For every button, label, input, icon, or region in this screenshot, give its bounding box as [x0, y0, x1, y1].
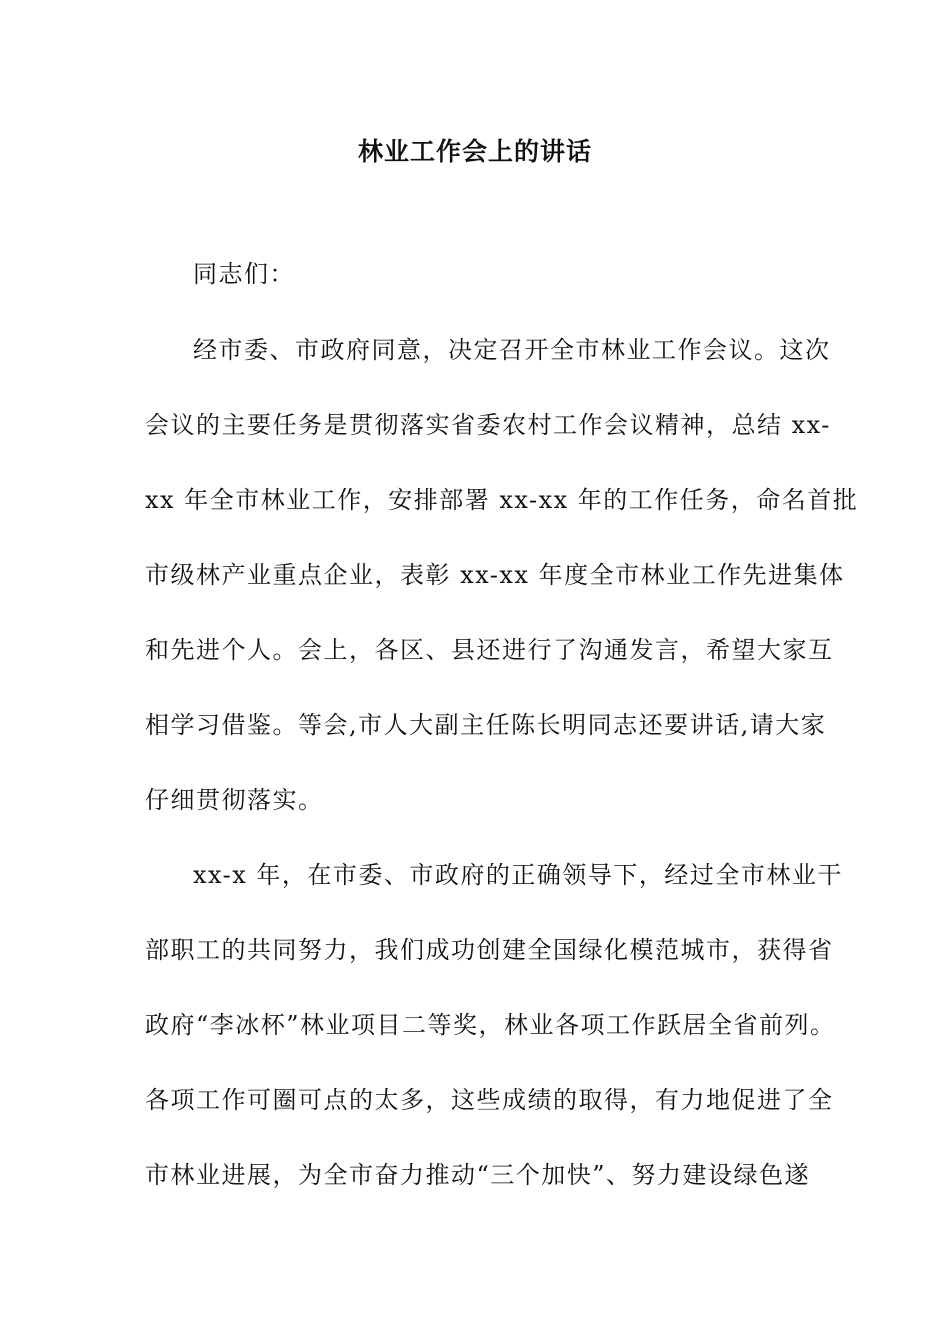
paragraph-line: 经市委、市政府同意，决定召开全市林业工作会议。这次 — [193, 336, 831, 364]
paragraph-line: 各项工作可圈可点的太多，这些成绩的取得，有力地促进了全 — [145, 1086, 834, 1114]
paragraph-line: 相学习借鉴。等会,市人大副主任陈长明同志还要讲话,请大家 — [145, 711, 827, 739]
paragraph-line: 会议的主要任务是贯彻落实省委农村工作会议精神，总结 xx- — [145, 411, 831, 439]
paragraph-line: 和先进个人。会上，各区、县还进行了沟通发言，希望大家互 — [145, 636, 834, 664]
paragraph-line: 仔细贯彻落实。 — [145, 786, 324, 814]
paragraph-line: xx-x 年，在市委、市政府的正确领导下，经过全市林业干 — [193, 861, 843, 889]
document-title: 林业工作会上的讲话 — [357, 137, 592, 166]
paragraph-line: 部职工的共同努力，我们成功创建全国绿化模范城市，获得省 — [145, 936, 834, 964]
salutation: 同志们： — [193, 260, 295, 288]
paragraph-line: 市级林产业重点企业，表彰 xx-xx 年度全市林业工作先进集体 — [145, 561, 845, 589]
paragraph-line: 政府“李冰杯”林业项目二等奖，林业各项工作跃居全省前列。 — [145, 1011, 836, 1039]
paragraph-line: 市林业进展，为全市奋力推动“三个加快”、努力建设绿色遂 — [145, 1161, 811, 1189]
paragraph-line: xx 年全市林业工作，安排部署 xx-xx 年的工作任务，命名首批 — [145, 486, 859, 514]
